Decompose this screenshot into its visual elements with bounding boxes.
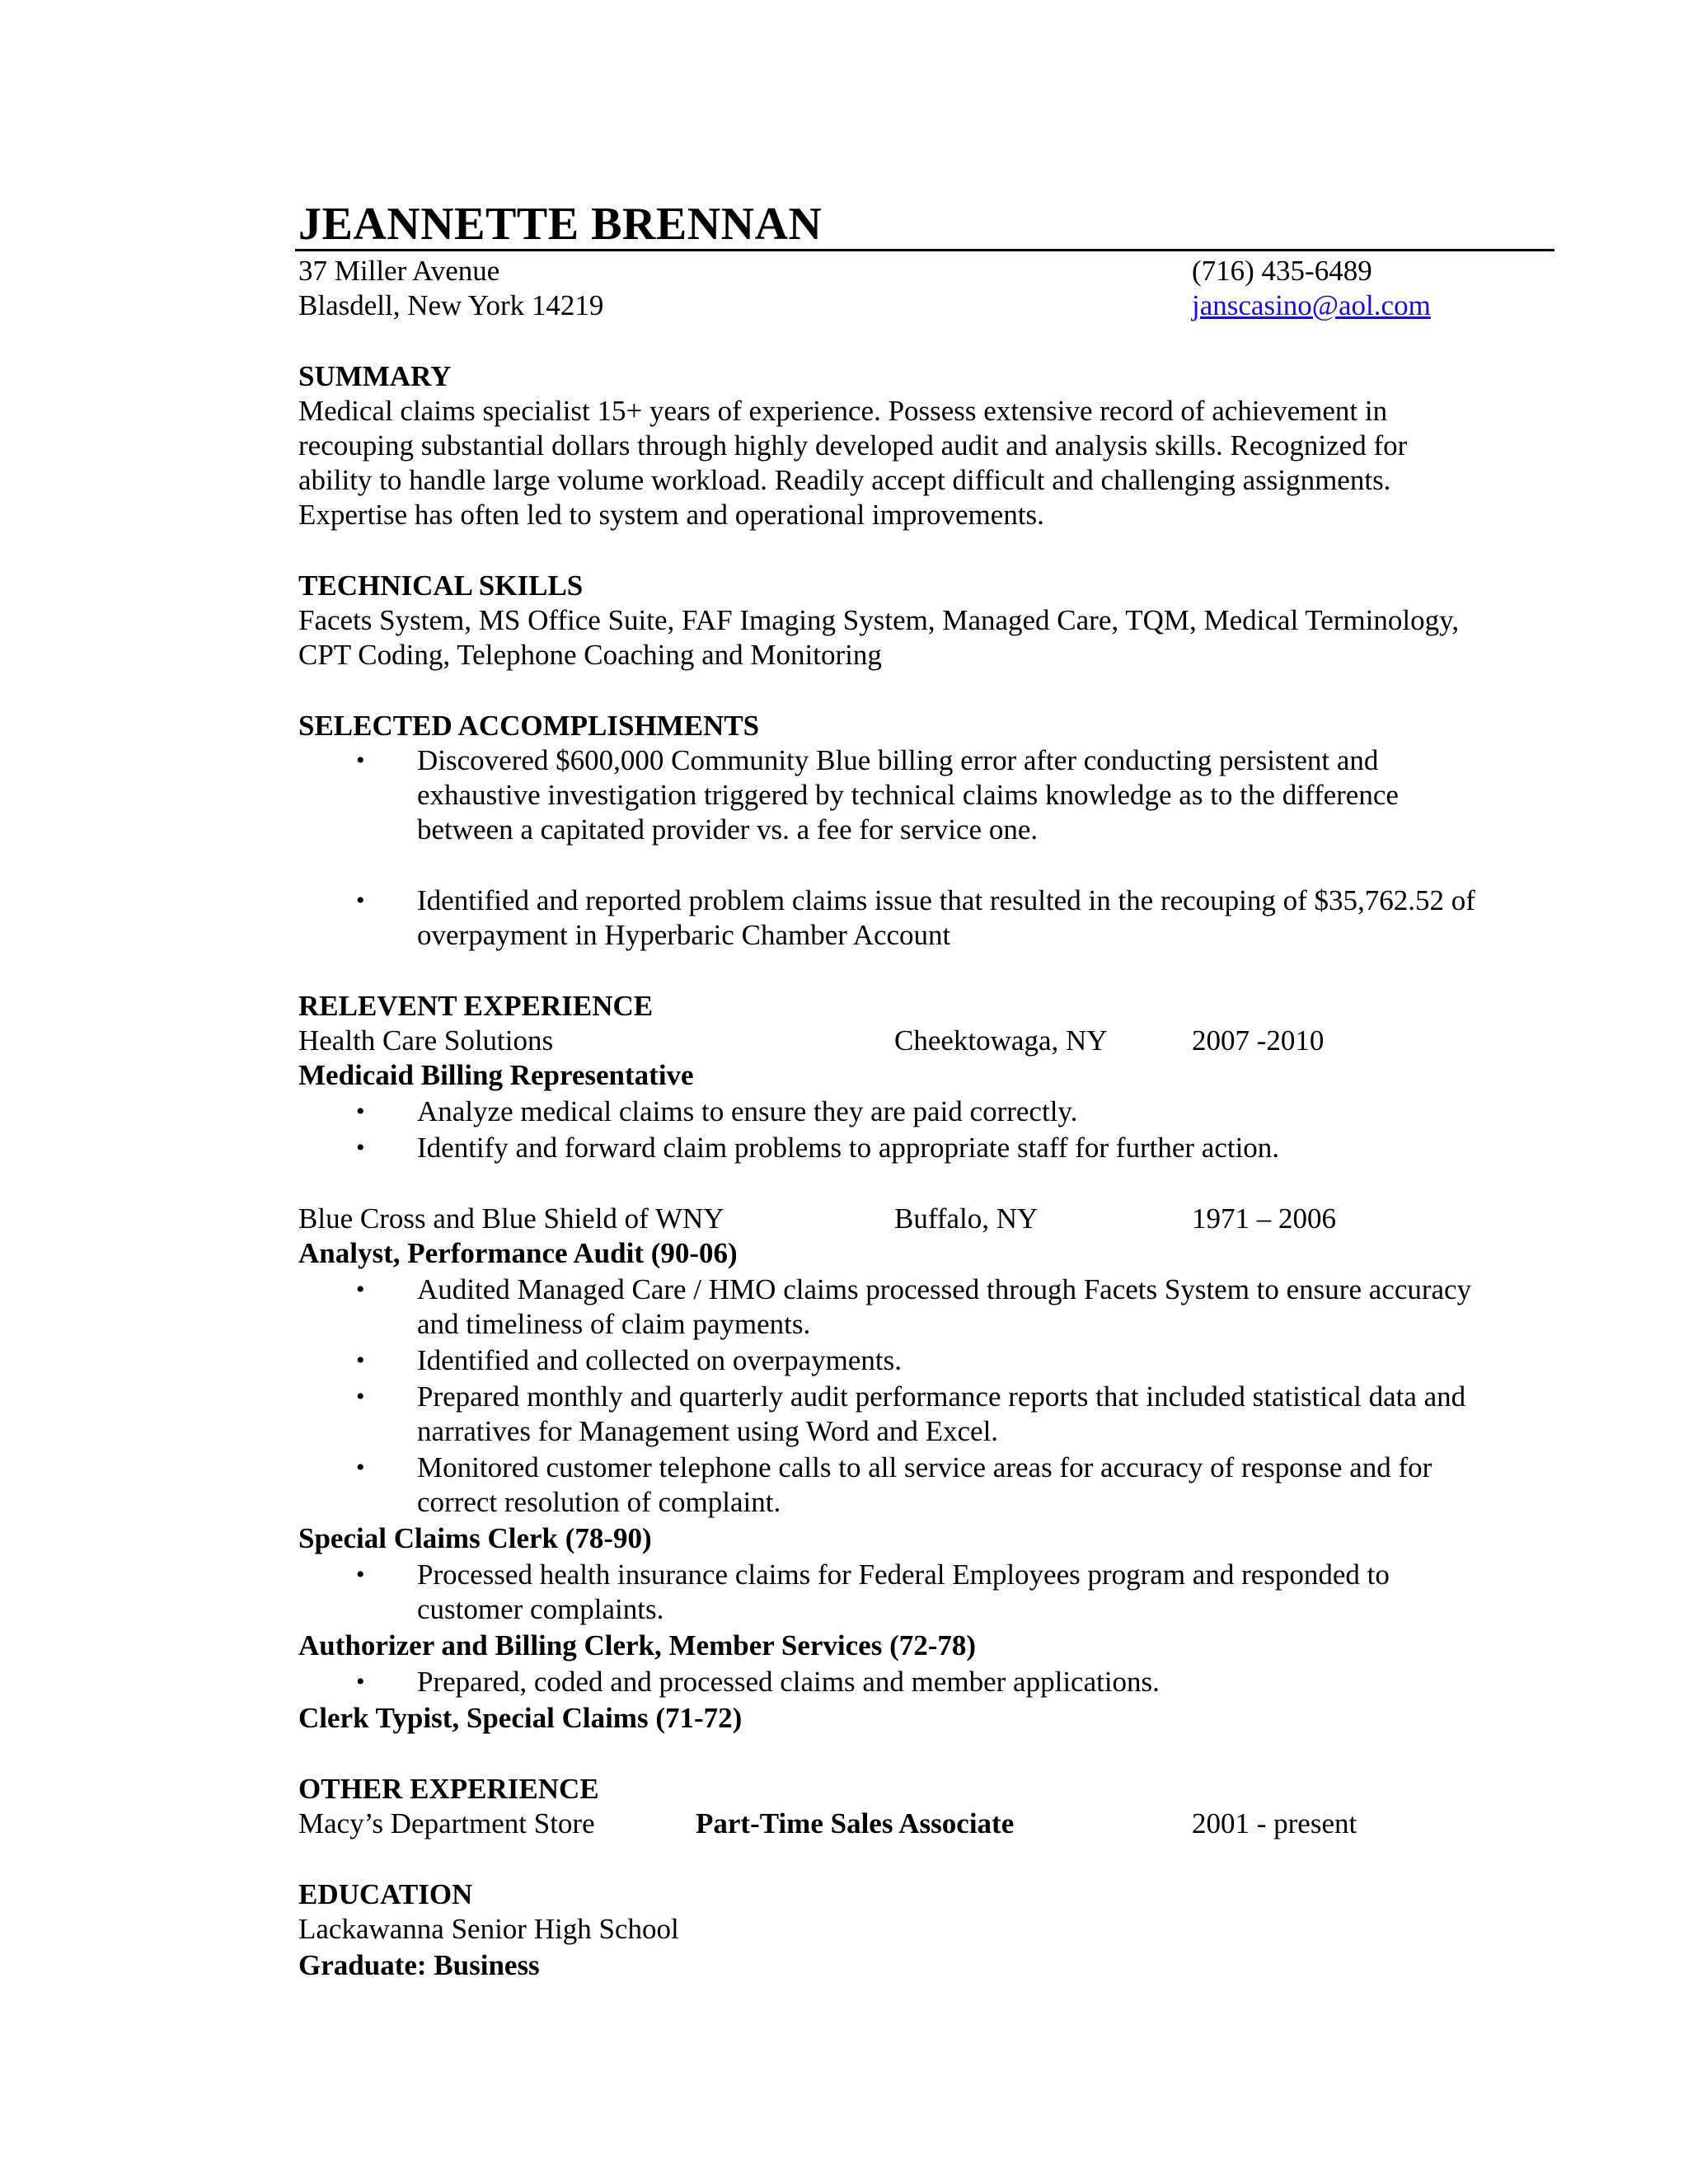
role-bullet-line: Identified and collected on overpayments.	[417, 1344, 902, 1376]
job-dates: 2007 -2010	[1192, 1024, 1325, 1057]
job-bullet: Identify and forward claim problems to appropriate staff for further action.	[417, 1132, 1280, 1164]
bullet-icon: •	[356, 1347, 365, 1374]
job-employer: Blue Cross and Blue Shield of WNY	[298, 1202, 724, 1235]
experience-heading: RELEVENT EXPERIENCE	[298, 990, 654, 1022]
job-title: Medicaid Billing Representative	[298, 1059, 694, 1091]
role-title: Authorizer and Billing Clerk, Member Services (72-78)	[298, 1629, 977, 1661]
accomplishment-line: Identified and reported problem claims issue that resulted in the recouping of $35,762.52 of	[417, 884, 1475, 916]
role-bullet-line: and timeliness of claim payments.	[417, 1308, 811, 1340]
role-title: Special Claims Clerk (78-90)	[298, 1522, 652, 1554]
summary-line: Medical claims specialist 15+ years of experience. Possess extensive record of achievement in	[298, 395, 1388, 427]
accomplishments-heading: SELECTED ACCOMPLISHMENTS	[298, 710, 760, 742]
role-bullet-line: narratives for Management using Word and Excel.	[417, 1415, 999, 1447]
other-experience-heading: OTHER EXPERIENCE	[298, 1773, 599, 1805]
job-employer: Health Care Solutions	[298, 1024, 554, 1057]
accomplishment-line: between a capitated provider vs. a fee for service one.	[417, 813, 1039, 846]
accomplishment-line: overpayment in Hyperbaric Chamber Account	[417, 919, 951, 951]
other-employer: Macy’s Department Store	[298, 1807, 595, 1840]
skills-line: Facets System, MS Office Suite, FAF Imaging System, Managed Care, TQM, Medical Terminology,	[298, 604, 1460, 636]
job-location: Buffalo, NY	[894, 1202, 1039, 1235]
bullet-icon: •	[356, 747, 365, 774]
candidate-name: JEANNETTE BRENNAN	[298, 199, 823, 250]
email-link[interactable]: janscasino@aol.com	[1192, 289, 1431, 321]
summary-line: recouping substantial dollars through highly developed audit and analysis skills. Recognized for	[298, 429, 1408, 462]
phone-number: (716) 435-6489	[1192, 255, 1372, 287]
job-dates: 1971 – 2006	[1192, 1202, 1336, 1235]
education-degree: Graduate: Business	[298, 1949, 540, 1981]
education-heading: EDUCATION	[298, 1878, 473, 1910]
summary-heading: SUMMARY	[298, 360, 452, 392]
bullet-icon: •	[356, 1383, 365, 1410]
skills-heading: TECHNICAL SKILLS	[298, 569, 584, 602]
bullet-icon: •	[356, 1134, 365, 1161]
role-title: Clerk Typist, Special Claims (71-72)	[298, 1702, 743, 1734]
summary-line: Expertise has often led to system and operational improvements.	[298, 499, 1044, 531]
skills-line: CPT Coding, Telephone Coaching and Monitoring	[298, 639, 882, 671]
bullet-icon: •	[356, 1098, 365, 1125]
job-location: Cheektowaga, NY	[894, 1024, 1108, 1057]
role-bullet-line: customer complaints.	[417, 1593, 664, 1625]
bullet-icon: •	[356, 887, 365, 914]
bullet-icon: •	[356, 1454, 365, 1481]
address-line-1: 37 Miller Avenue	[298, 255, 500, 287]
header-rule	[295, 249, 1554, 251]
education-school: Lackawanna Senior High School	[298, 1913, 679, 1945]
bullet-icon: •	[356, 1668, 365, 1695]
role-bullet-line: Prepared monthly and quarterly audit performance reports that included statistical data and	[417, 1380, 1466, 1413]
role-bullet-line: Prepared, coded and processed claims and member applications.	[417, 1666, 1160, 1698]
accomplishment-line: exhaustive investigation triggered by technical claims knowledge as to the difference	[417, 779, 1399, 811]
address-line-2: Blasdell, New York 14219	[298, 289, 604, 321]
role-bullet-line: Monitored customer telephone calls to all service areas for accuracy of response and for	[417, 1451, 1432, 1483]
role-bullet-line: Audited Managed Care / HMO claims processed through Facets System to ensure accuracy	[417, 1273, 1472, 1305]
bullet-icon: •	[356, 1561, 365, 1588]
summary-line: ability to handle large volume workload. Readily accept difficult and challenging assignments.	[298, 464, 1391, 496]
bullet-icon: •	[356, 1276, 365, 1303]
other-dates: 2001 - present	[1192, 1807, 1357, 1840]
role-title: Analyst, Performance Audit (90-06)	[298, 1237, 738, 1269]
job-bullet: Analyze medical claims to ensure they are paid correctly.	[417, 1095, 1078, 1127]
role-bullet-line: Processed health insurance claims for Federal Employees program and responded to	[417, 1558, 1390, 1591]
accomplishment-line: Discovered $600,000 Community Blue billing error after conducting persistent and	[417, 744, 1379, 776]
role-bullet-line: correct resolution of complaint.	[417, 1486, 781, 1518]
other-title: Part-Time Sales Associate	[696, 1807, 1015, 1840]
